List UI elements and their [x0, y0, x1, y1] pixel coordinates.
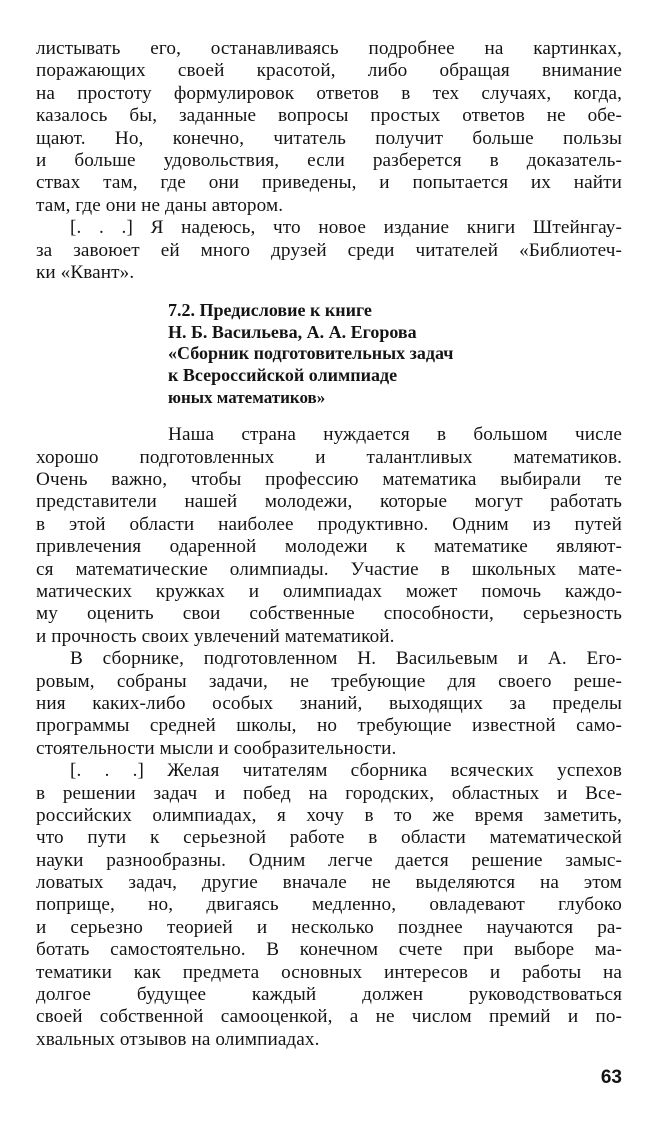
- text-line: поприще, но, двигаясь медленно, овладевают глубоко: [36, 894, 622, 916]
- text-line: стоятельности мысли и сообразительности.: [36, 737, 397, 759]
- text-line: ровым, собраны задачи, не требующие для своего реше-: [36, 670, 622, 692]
- text-line: [. . .] Я надеюсь, что новое издание книги Штейнгау-: [70, 217, 622, 239]
- text-line: му оценить свои собственные способности, серьезность: [36, 603, 622, 625]
- text-line: ся математические олимпиады. Участие в школьных мате-: [36, 558, 622, 580]
- text-line: на простоту формулировок ответов в тех случаях, когда,: [36, 82, 622, 104]
- text-line: в этой области наиболее продуктивно. Одним из путей: [36, 513, 622, 535]
- text-line: [. . .] Желая читателям сборника всяческих успехов: [70, 760, 622, 782]
- text-line: поражающих своей красотой, либо обращая внимание: [36, 60, 622, 82]
- text-line: и серьезно теорией и несколько позднее научаются ра-: [36, 916, 622, 938]
- heading-line: юных математиков»: [168, 387, 326, 407]
- text-line: тематики как предмета основных интересов и работы на: [36, 961, 622, 983]
- section-heading: [168, 300, 622, 408]
- text-line: российских олимпиадах, я хочу в то же время заметить,: [36, 804, 622, 826]
- text-line: В сборнике, подготовленном Н. Васильевым и А. Его-: [70, 648, 622, 670]
- text-line: привлечения одаренной молодежи к математике являют-: [36, 536, 622, 558]
- text-line: программы средней школы, но требующие известной само-: [36, 715, 622, 737]
- text-line: своей собственной самооценкой, а не числом премий и по-: [36, 1006, 622, 1028]
- text-line: ния каких-либо особых знаний, выходящих за пределы: [36, 692, 622, 714]
- text-line: и больше удовольствия, если разберется в доказатель-: [36, 149, 622, 171]
- text-line: там, где они не даны автором.: [36, 194, 284, 216]
- text-line: листывать его, останавливаясь подробнее на картинках,: [36, 38, 622, 59]
- text-line: матических кружках и олимпиадах может помочь каждо-: [36, 581, 622, 602]
- text-line: науки разнообразны. Одним легче дается решение замыс-: [36, 849, 622, 871]
- body-paragraph-2: [36, 648, 622, 760]
- text-line: в решении задач и побед на городских, областных и Все-: [36, 782, 622, 804]
- text-line: казалось бы, заданные вопросы простых ответов не обе-: [36, 105, 622, 127]
- closing-paragraph: [36, 217, 622, 284]
- text-line: долгое будущее каждый должен руководствоваться: [36, 984, 622, 1006]
- text-line: Очень важно, чтобы профессию математика выбирали те: [36, 469, 622, 491]
- body-paragraph-1: [36, 424, 622, 648]
- heading-line: Н. Б. Васильева, А. А. Егорова: [168, 321, 417, 342]
- text-line: ботать самостоятельно. В конечном счете при выборе ма-: [36, 939, 622, 961]
- intro-paragraph: [36, 38, 622, 217]
- document-page: [36, 38, 622, 1051]
- text-line: хорошо подготовленных и талантливых математиков.: [36, 446, 622, 468]
- text-line: хвальных отзывов на олимпиадах.: [36, 1028, 320, 1050]
- text-line: ствах там, где они приведены, и попытается их найти: [36, 172, 622, 194]
- text-line: ловатых задач, другие вначале не выделяются на этом: [36, 872, 622, 894]
- text-line: что пути к серьезной работе в области математической: [36, 827, 622, 849]
- text-line: и прочность своих увлечений математикой.: [36, 625, 395, 647]
- heading-line: «Сборник подготовительных задач: [168, 343, 454, 364]
- text-line: ки «Квант».: [36, 261, 135, 283]
- heading-line: к Всероссийской олимпиаде: [168, 365, 398, 386]
- text-line: за завоюет ей много друзей среди читателей «Библиотеч-: [36, 239, 622, 261]
- heading-line: 7.2. Предисловие к книге: [168, 300, 372, 321]
- text-line: щают. Но, конечно, читатель получит больше пользы: [36, 127, 622, 149]
- page-number: 63: [600, 1067, 622, 1088]
- text-line: Наша страна нуждается в большом числе: [168, 424, 622, 446]
- text-line: представители нашей молодежи, которые могут работать: [36, 491, 622, 513]
- body-paragraph-3: [36, 760, 622, 1051]
